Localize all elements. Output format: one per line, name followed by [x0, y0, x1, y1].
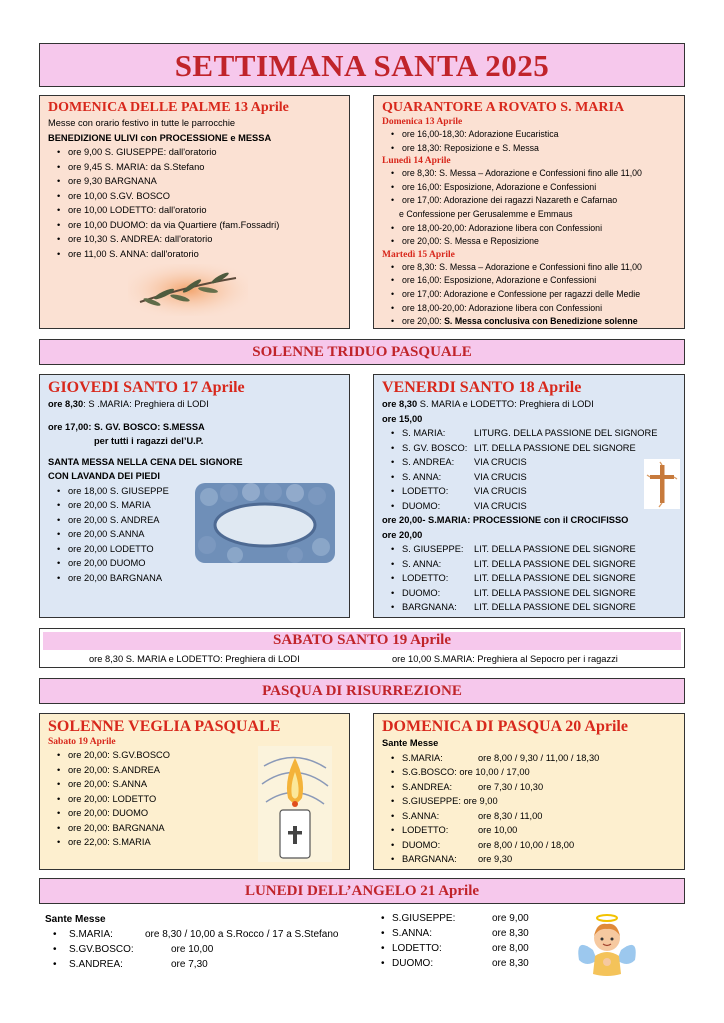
header-banner	[39, 43, 685, 87]
angelo-banner	[39, 878, 685, 904]
list-item: • ore 9,30 BARGNANA	[56, 174, 341, 189]
triduo-banner	[39, 339, 685, 365]
text: LITURG. DELLA PASSIONE DEL SIGNORE	[474, 428, 658, 438]
time: ore 10,00	[171, 944, 214, 955]
sabato-box	[39, 628, 685, 668]
time: ore 8,30	[492, 958, 529, 969]
time: ore 8,00 / 9,30 / 11,00 / 18,30	[478, 752, 600, 763]
place: BARGNANA:	[402, 854, 457, 864]
domenica-title: DOMENICA DI PASQUA 20 Aprile	[382, 718, 628, 735]
list-item	[390, 499, 676, 514]
list-item: • ore 11,00 S. ANNA: dall'oratorio	[56, 247, 341, 262]
text: LIT. DELLA PASSIONE DEL SIGNORE	[474, 587, 636, 598]
place: DUOMO:	[392, 958, 434, 969]
list-item: • ore 20,00: LODETTO	[56, 792, 341, 807]
venerdi-line4: ore 20,00	[382, 529, 423, 540]
list-item	[380, 956, 560, 971]
cena-line1: SANTA MESSA NELLA CENA DEL SIGNORE	[48, 456, 243, 467]
place: LODETTO:	[392, 943, 442, 954]
pasqua-banner	[39, 678, 685, 704]
list-item: • ore 18,00-20,00: Adorazione libera con Confessioni	[390, 302, 676, 316]
text: LIT. DELLA PASSIONE DEL SIGNORE	[474, 544, 636, 554]
place: S.ANDREA:	[69, 959, 123, 970]
time: ore 10,00 / 17,00	[459, 767, 530, 777]
list-item: • ore 8,30: S. Messa – Adorazione e Confessioni fino alle 11,00	[390, 261, 676, 275]
time: ore 8,30	[382, 399, 418, 409]
time: ore 9,00	[492, 913, 529, 924]
place: LODETTO:	[402, 486, 449, 496]
place: S. ANNA:	[402, 471, 442, 482]
list-item	[390, 765, 676, 780]
list-item: • ore 20,00 BARGNANA	[56, 571, 341, 586]
list-item: • ore 20,00 S. ANDREA	[56, 513, 341, 528]
list-item: • ore 20,00 S.ANNA	[56, 527, 341, 542]
time: ore 8,00 / 10,00 / 18,00	[478, 839, 575, 850]
place: S. ANDREA:	[402, 457, 455, 467]
place: S.GV.BOSCO:	[69, 944, 134, 955]
list-item	[390, 557, 676, 572]
place: S. GV. BOSCO:	[402, 442, 468, 453]
list-item: • ore 17,00: Adorazione e Confessione per ragazzi delle Medie	[390, 288, 676, 302]
place: LODETTO:	[402, 825, 449, 835]
list-item	[390, 823, 676, 838]
place: BARGNANA:	[402, 602, 457, 612]
domenica-sub: Sante Messe	[382, 738, 439, 748]
place: S.MARIA:	[402, 752, 443, 763]
day-list	[390, 167, 676, 208]
text: LIT. DELLA PASSIONE DEL SIGNORE	[474, 558, 636, 569]
quarantore-title: QUARANTORE A ROVATO S. MARIA	[382, 100, 625, 115]
time: ore 7,30 / 10,30	[478, 781, 544, 792]
list-item: • ore 20,00: BARGNANA	[56, 821, 341, 836]
list-item	[390, 455, 676, 470]
list-item	[390, 470, 676, 485]
place: S. ANNA:	[402, 558, 442, 569]
domenica-box	[373, 713, 685, 870]
time: ore 8,30 / 10,00 a S.Rocco / 17 a S.Stefano	[145, 929, 339, 940]
list-item	[390, 838, 676, 853]
list-item	[390, 586, 676, 601]
venerdi-title: VENERDI SANTO 18 Aprile	[382, 379, 582, 396]
angelo-sub: Sante Messe	[45, 914, 106, 925]
time: ore 10,00	[478, 825, 518, 835]
angelo-right-list	[380, 911, 560, 971]
veglia-sub: Sabato 19 Aprile	[48, 737, 116, 747]
text: : S .MARIA: Preghiera di LODI	[83, 399, 209, 409]
cena-line2: CON LAVANDA DEI PIEDI	[48, 471, 160, 481]
giovedi-title: GIOVEDI SANTO 17 Aprile	[48, 379, 245, 396]
sabato-title: SABATO SANTO 19 Aprile	[273, 632, 451, 648]
text: : S. GV. BOSCO: S.MESSA	[88, 421, 205, 432]
palme-list	[56, 145, 341, 261]
venerdi-line1	[382, 397, 676, 412]
list-item: • ore 10,00 LODETTO: dall'oratorio	[56, 203, 341, 218]
angelo-left-list	[52, 927, 372, 972]
venerdi-line3: ore 20,00- S.MARIA: PROCESSIONE con il CROCIFISSO	[382, 515, 629, 525]
sabato-right: ore 10,00 S.MARIA: Preghiera al Sepocro per i ragazzi	[392, 654, 618, 664]
list-item	[52, 957, 372, 972]
list-item	[390, 315, 676, 329]
list-item: • ore 9,45 S. MARIA: da S.Stefano	[56, 160, 341, 175]
list-item	[390, 751, 676, 766]
veglia-box	[39, 713, 350, 870]
triduo-title: SOLENNE TRIDUO PASQUALE	[252, 344, 472, 360]
quarantore-box	[373, 95, 685, 329]
place: LODETTO:	[402, 573, 449, 583]
list-item: • ore 20,00 DUOMO	[56, 556, 341, 571]
place: DUOMO:	[402, 500, 441, 511]
list-item: • ore 18,30: Reposizione e S. Messa	[390, 142, 676, 156]
text: S. MARIA e LODETTO: Preghiera di LODI	[417, 399, 594, 409]
list-item	[390, 441, 676, 456]
angelo-title: LUNEDI DELL’ANGELO 21 Aprile	[244, 883, 480, 899]
time: ore 8,30 / 11,00	[478, 810, 543, 821]
giovedi-box	[39, 374, 350, 618]
place: DUOMO:	[402, 587, 441, 598]
list-item: • ore 20,00: S.GV.BOSCO	[56, 748, 341, 763]
palme-intro: Messe con orario festivo in tutte le parrocchie	[48, 118, 236, 128]
place: S.G.BOSCO:	[402, 767, 457, 777]
cross-icon	[644, 459, 680, 509]
day-list	[390, 128, 676, 155]
page-title: SETTIMANA SANTA 2025	[174, 48, 550, 83]
list-item	[52, 942, 372, 957]
list-item	[390, 794, 676, 809]
place: S.GIUSEPPE:	[392, 913, 456, 924]
item-bold: S. Messa conclusiva con Benedizione solenne	[444, 316, 638, 327]
list-item	[380, 941, 560, 956]
list-item-continuation: e Confessione per Gerusalemme e Emmaus	[399, 208, 573, 219]
time: ore 9,00	[463, 796, 498, 806]
angel-icon	[573, 912, 641, 978]
list-item: • ore 20,00: S.ANNA	[56, 777, 341, 792]
list-item: • ore 18,00-20,00: Adorazione libera con Confessioni	[390, 222, 676, 236]
list-item: • ore 9,00 S. GIUSEPPE: dall'oratorio	[56, 145, 341, 160]
giovedi-line2-sub: per tutti i ragazzi del’U.P.	[94, 436, 204, 446]
list-item	[380, 911, 560, 926]
time: ore 8,00	[492, 943, 529, 954]
giovedi-line1	[48, 397, 341, 412]
list-item	[390, 600, 676, 615]
place: S.GIUSEPPE:	[402, 796, 461, 806]
day-label: Domenica 13 Aprile	[382, 117, 463, 127]
list-item	[390, 809, 676, 824]
list-item: • ore 10,00 DUOMO: da via Quartiere (fam.Fossadri)	[56, 218, 341, 233]
place: DUOMO:	[402, 839, 441, 850]
list-item	[390, 571, 676, 586]
list-item	[390, 426, 676, 441]
sabato-left: ore 8,30 S. MARIA e LODETTO: Preghiera di LODI	[89, 654, 300, 664]
list-item	[390, 780, 676, 795]
venerdi-box	[373, 374, 685, 618]
venerdi-list-20	[390, 542, 676, 615]
time: ore 8,30	[48, 399, 84, 409]
list-item: • ore 22,00: S.MARIA	[56, 835, 341, 850]
giovedi-line2	[48, 420, 341, 435]
palme-title: DOMENICA DELLE PALME 13 Aprile	[48, 100, 289, 115]
list-item: • ore 17,00: Adorazione dei ragazzi Nazareth e Cafarnao	[390, 194, 676, 208]
list-item: • ore 20,00: S.ANDREA	[56, 763, 341, 778]
day-list	[390, 261, 676, 329]
list-item: • ore 10,30 S. ANDREA: dall'oratorio	[56, 232, 341, 247]
last-supper-icon	[195, 483, 335, 563]
veglia-title: SOLENNE VEGLIA PASQUALE	[48, 718, 281, 735]
list-item: • ore 16,00: Esposizione, Adorazione e Confessioni	[390, 274, 676, 288]
list-item: • ore 20,00 S. MARIA	[56, 498, 341, 513]
place: S. GIUSEPPE:	[402, 544, 464, 554]
paschal-candle-icon	[258, 746, 332, 862]
venerdi-line2: ore 15,00	[382, 413, 423, 424]
text: VIA CRUCIS	[474, 500, 527, 511]
venerdi-list-15	[390, 426, 676, 513]
pasqua-title: PASQUA DI RISURREZIONE	[262, 683, 462, 699]
list-item: • ore 10,00 S.GV. BOSCO	[56, 189, 341, 204]
text: LIT. DELLA PASSIONE DEL SIGNORE	[474, 602, 636, 612]
olive-branch-icon	[128, 264, 248, 316]
list-item	[52, 927, 372, 942]
time: ore 7,30	[171, 959, 208, 970]
palme-subtitle: BENEDIZIONE ULIVI con PROCESSIONE e MESSA	[48, 132, 272, 143]
list-item	[390, 484, 676, 499]
place: S.ANNA:	[402, 810, 440, 821]
text: VIA CRUCIS	[474, 486, 527, 496]
place: S.ANNA:	[392, 928, 433, 939]
day-label: Lunedì 14 Aprile	[382, 156, 451, 167]
place: S. MARIA:	[402, 428, 446, 438]
list-item: • ore 20,00: S. Messa e Reposizione	[390, 235, 676, 249]
list-item: • ore 18,00 S. GIUSEPPE	[56, 484, 341, 499]
text: LIT. DELLA PASSIONE DEL SIGNORE	[474, 573, 636, 583]
list-item	[390, 542, 676, 557]
list-item: • ore 16,00: Esposizione, Adorazione e Confessioni	[390, 181, 676, 195]
text: VIA CRUCIS	[474, 457, 527, 467]
time: ore 8,30	[492, 928, 529, 939]
list-item: • ore 20,00: DUOMO	[56, 806, 341, 821]
domenica-list	[390, 751, 676, 867]
text: VIA CRUCIS	[474, 471, 527, 482]
time: ore 17,00	[48, 421, 89, 432]
item-prefix: ore 20,00:	[402, 316, 445, 327]
list-item: • ore 20,00 LODETTO	[56, 542, 341, 557]
list-item: • ore 16,00-18,30: Adorazione Eucaristica	[390, 128, 676, 142]
text: LIT. DELLA PASSIONE DEL SIGNORE	[474, 442, 636, 453]
palme-box	[39, 95, 350, 329]
place: S.ANDREA:	[402, 781, 453, 792]
list-item	[380, 926, 560, 941]
list-item: • ore 8,30: S. Messa – Adorazione e Confessioni fino alle 11,00	[390, 167, 676, 181]
day-list	[390, 222, 676, 249]
time: ore 9,30	[478, 854, 513, 864]
list-item	[390, 852, 676, 867]
place: S.MARIA:	[69, 929, 113, 940]
day-label: Martedì 15 Aprile	[382, 249, 455, 260]
